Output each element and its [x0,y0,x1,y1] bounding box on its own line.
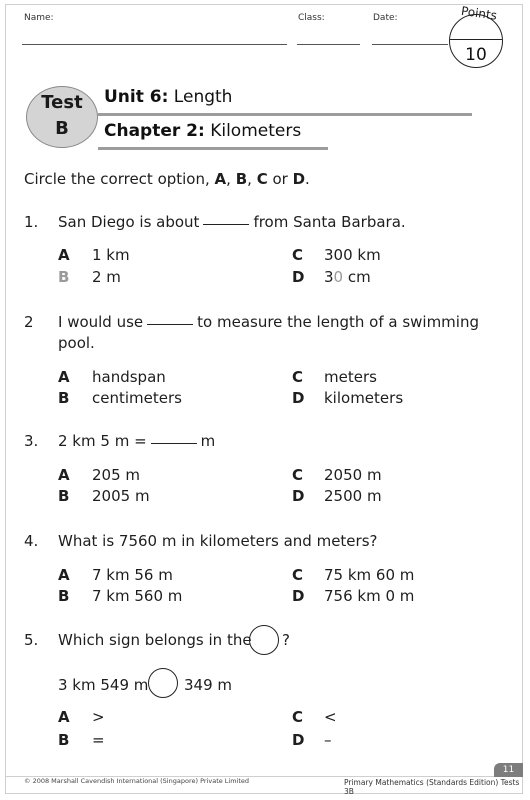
question-2-text [58,313,479,331]
question-1-option-c-text: 300 km [324,246,381,264]
date-label: Date: [373,13,398,23]
unit-title-rest: Length [168,87,233,107]
question-5-before: Which sign belongs in the [58,631,252,649]
question-3-option-b-text: 2005 m [92,487,150,505]
question-4-number: 4. [24,532,39,550]
question-2-option-c-text: meters [324,368,377,386]
question-2-option-c-letter[interactable]: C [292,368,304,386]
question-5-number: 5. [24,631,39,649]
question-1-option-b-letter[interactable]: B [58,268,70,286]
unit-title-bold: Unit 6: [104,87,169,107]
question-1-option-d-letter[interactable]: D [292,268,305,286]
class-label: Class: [298,13,325,23]
question-3-option-a-text: 205 m [92,466,141,484]
chapter-title-rule [98,147,328,150]
test-badge-letter: B [55,118,69,139]
question-4-option-d-text: 756 km 0 m [324,587,415,605]
unit-title [104,87,232,107]
question-1-option-d-text [324,268,371,286]
question-1-text [58,213,406,231]
question-2-option-b-letter[interactable]: B [58,389,70,407]
question-5-expr-left: 3 km 549 m [58,676,149,694]
question-2-option-d-letter[interactable]: D [292,389,305,407]
instructions-comma-2: , [247,170,257,188]
instructions-lead: Circle the correct option, [24,170,215,188]
points-label: Points [460,3,498,23]
chapter-title [104,121,301,141]
question-2-number: 2 [24,313,34,331]
instructions-comma-1: , [226,170,236,188]
question-1-option-d-post: cm [343,268,371,286]
page-number: 11 [502,765,515,775]
question-2-option-a-text: handspan [92,368,166,386]
footer-book-title: Primary Mathematics (Standards Edition) Tests 3B [344,778,520,796]
question-4-option-c-text: 75 km 60 m [324,566,415,584]
question-4-option-b-text: 7 km 560 m [92,587,183,605]
question-2-option-b-text: centimeters [92,389,182,407]
question-5-option-a-text: > [92,708,105,726]
question-3-option-a-letter[interactable]: A [58,466,70,484]
question-4-option-a-letter[interactable]: A [58,566,70,584]
question-3-option-b-letter[interactable]: B [58,487,70,505]
question-4-option-c-letter[interactable]: C [292,566,304,584]
question-1-option-b-text: 2 m [92,268,121,286]
class-line [297,44,360,45]
question-5-option-c-letter[interactable]: C [292,708,304,726]
question-3-option-c-letter[interactable]: C [292,466,304,484]
question-3-after: m [200,432,216,450]
question-3-text [58,432,215,450]
question-4-option-d-letter[interactable]: D [292,587,305,605]
question-3-blank [151,443,197,444]
question-1-option-a-letter[interactable]: A [58,246,70,264]
question-1-option-c-letter[interactable]: C [292,246,304,264]
instructions [24,170,310,188]
instructions-or: or [267,170,293,188]
question-5-option-a-letter[interactable]: A [58,708,70,726]
question-1-before: San Diego is about [58,213,200,231]
chapter-title-bold: Chapter 2: [104,121,205,141]
question-4-option-a-text: 7 km 56 m [92,566,173,584]
question-1-option-a-text: 1 km [92,246,130,264]
question-5-option-d-letter[interactable]: D [292,731,305,749]
question-2-before: I would use [58,313,144,331]
chapter-title-rest: Kilometers [204,121,302,141]
question-2-blank [147,324,193,325]
question-5-option-b-letter[interactable]: B [58,731,70,749]
test-badge-word: Test [41,92,83,113]
question-3-number: 3. [24,432,39,450]
question-1-blank [203,224,249,225]
instructions-c: C [256,170,268,188]
footer-copyright: © 2008 Marshall Cavendish International (Singapore) Private Limited [24,777,250,785]
question-2-after: to measure the length of a swimming [197,313,479,331]
question-1-number: 1. [24,213,39,231]
question-2-option-d-text: kilometers [324,389,404,407]
question-5-after: ? [282,631,290,649]
question-5-answer-circle[interactable] [148,668,178,698]
question-3-option-d-letter[interactable]: D [292,487,305,505]
name-line [22,44,287,45]
question-5-option-d-text: – [324,731,332,749]
question-4-option-b-letter[interactable]: B [58,587,70,605]
unit-title-rule [98,113,472,116]
points-value: 10 [465,45,487,65]
question-3-before: 2 km 5 m = [58,432,147,450]
instructions-a: A [214,170,227,188]
question-5-option-b-text: = [92,731,105,749]
name-label: Name: [24,13,54,23]
question-5-circle-prompt [249,625,279,655]
instructions-b: B [235,170,248,188]
points-divider [450,39,502,40]
question-5-option-c-text: < [324,708,337,726]
instructions-d: D [292,170,306,188]
date-line [372,44,448,45]
instructions-end: . [305,170,310,188]
question-3-option-d-text: 2500 m [324,487,382,505]
question-1-option-d-faded: 0 [333,268,344,286]
question-2-text-line-2: pool. [58,334,95,352]
question-3-option-c-text: 2050 m [324,466,382,484]
question-5-expr-right: 349 m [184,676,233,694]
question-4-text: What is 7560 m in kilometers and meters? [58,532,378,550]
question-1-option-d-pre: 3 [324,268,334,286]
question-2-option-a-letter[interactable]: A [58,368,70,386]
question-1-after: from Santa Barbara. [253,213,406,231]
